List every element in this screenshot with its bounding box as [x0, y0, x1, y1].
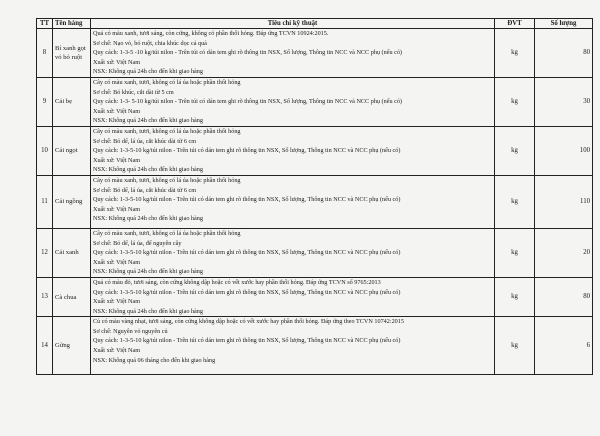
unit-cell: kg — [495, 175, 535, 228]
quantity-cell: 110 — [535, 175, 593, 228]
spec-line: Sơ chế: Bỏ dể, lá úa, cắt khúc dài từ 6 cm — [93, 137, 197, 145]
table-row — [37, 277, 593, 316]
spec-line: Xuất xứ: Việt Nam — [93, 107, 141, 115]
spec-line: Cây có màu xanh, tươi, không có lá úa hoặc phần thối hỏng — [93, 79, 241, 86]
row-number: 8 — [37, 29, 53, 78]
spec-line: Quả có màu đỏ, tươi sáng, còn cứng không dập hoặc có vết xước hay phần thối hỏng. Đáp ứng TCVN số 9765:2013 — [93, 278, 381, 286]
spec-line: Cây có màu xanh, tươi, không có lá úa hoặc phần thối hỏng — [93, 229, 241, 237]
unit-cell: kg — [495, 317, 535, 375]
spec-line: Quả có màu xanh, tươi sáng, còn cứng, không có phần thối hỏng. Đáp ứng TCVN 10924:2015. — [93, 30, 329, 37]
spec-line: Xuất xứ: Việt Nam — [93, 156, 141, 164]
item-name: Cải ngồng — [53, 175, 91, 228]
row-number: 10 — [37, 126, 53, 175]
quantity-cell: 20 — [535, 228, 593, 277]
spec-cell — [91, 29, 495, 78]
row-number: 13 — [37, 277, 53, 316]
header-name: Tên hàng — [53, 19, 91, 29]
row-number: 11 — [37, 175, 53, 228]
unit-cell: kg — [495, 126, 535, 175]
table-row — [37, 228, 593, 277]
table-row — [37, 29, 593, 78]
table-row — [37, 78, 593, 127]
row-number: 14 — [37, 317, 53, 375]
row-number: 12 — [37, 228, 53, 277]
spec-line: Cây có màu xanh, tươi, không có lá úa hoặc phần thối hỏng — [93, 127, 241, 135]
spec-cell — [91, 175, 495, 228]
item-name: Cải ngọt — [53, 126, 91, 175]
spec-cell — [91, 126, 495, 175]
spec-cell — [91, 78, 495, 127]
header-unit: ĐVT — [495, 19, 535, 29]
quantity-cell: 100 — [535, 126, 593, 175]
spec-line: Sơ chế: Bỏ dể, lá úa, cắt khúc dài từ 6 cm — [93, 186, 197, 194]
spec-line: Quy cách: 1-3-5-10 kg/túi nilon - Trên túi có dán tem ghi rõ thông tin NSX, Số lượng, Thông tin NCC và NCC phụ (nếu có) — [93, 147, 401, 155]
spec-line: Quy cách: 1-3-5 -10 kg/túi nilon - Trên túi có dán tem ghi rõ thông tin NSX, Số lượng, Thông tin NCC và NCC phụ (nếu có) — [93, 49, 402, 57]
spec-line: Xuất xứ: Việt Nam — [93, 347, 141, 355]
spec-line: Sơ chế: Nguyên vỏ nguyên củ — [93, 327, 168, 335]
spec-line: Quy cách: 1-3-5-10 kg/túi nilon - Trên túi có dán tem ghi rõ thông tin NSX, Số lượng, Thông tin NCC và NCC phụ (nếu có) — [93, 337, 401, 345]
spec-line: Xuất xứ: Việt Nam — [93, 258, 141, 266]
spec-line: NSX: Không quá 24h cho đến khi giao hàng — [93, 307, 203, 315]
spec-line: NSX: Không quá 24h cho đến khi giao hàng — [93, 117, 203, 125]
table-row — [37, 175, 593, 228]
spec-line: Củ có màu vàng nhạt, tươi sáng, còn cứng không dập hoặc có vết xước hay phần thối hỏng. Đáp ứng theo TCVN 10742:2015 — [93, 318, 404, 326]
spec-line: Cây có màu xanh, tươi, không có lá úa hoặc phần thối hỏng — [93, 176, 241, 184]
spec-line: Sơ chế: Nạo vỏ, bỏ ruột, chia khúc dọc cả quả — [93, 39, 207, 47]
table-row — [37, 317, 593, 375]
item-name: Gừng — [53, 317, 91, 375]
spec-line: NSX: Không quá 24h cho đến khi giao hàng — [93, 166, 203, 174]
row-number: 9 — [37, 78, 53, 127]
spec-line: NSX: Không quá 06 tháng cho đến khi giao hàng — [93, 356, 216, 364]
header-tt: TT — [37, 19, 53, 29]
quantity-cell: 80 — [535, 29, 593, 78]
table-row — [37, 126, 593, 175]
spec-cell — [91, 277, 495, 316]
spec-line: Xuất xứ: Việt Nam — [93, 58, 141, 66]
item-name: Cà chua — [53, 277, 91, 316]
spec-cell — [91, 228, 495, 277]
item-name: Bí xanh gọt vỏ bỏ ruột — [53, 29, 91, 78]
spec-line: Sơ chế: Bỏ dể, lá úa, để nguyên cây — [93, 239, 182, 247]
spec-line: NSX: Không quá 24h cho đến khi giao hàng — [93, 268, 203, 276]
spec-line: NSX: Không quá 24h cho đến khi giao hàng — [93, 215, 203, 223]
quantity-cell: 80 — [535, 277, 593, 316]
spec-line: Quy cách: 1-3-5-10 kg/túi nilon - Trên túi có dán tem ghi rõ thông tin NSX, Số lượng, Thông tin NCC và NCC phụ (nếu có) — [93, 249, 401, 257]
item-name: Cải bẹ — [53, 78, 91, 127]
unit-cell: kg — [495, 78, 535, 127]
spec-line: Sơ chế: Bỏ khúc, cắt dài từ 5 cm — [93, 88, 174, 96]
table-header-row — [37, 19, 593, 29]
item-name: Cải xanh — [53, 228, 91, 277]
spec-cell — [91, 317, 495, 375]
spec-line: Quy cách: 1-3-5-10 kg/túi nilon - Trên túi có dán tem ghi rõ thông tin NSX, Số lượng, Thông tin NCC và NCC phụ (nếu có) — [93, 196, 401, 204]
spec-line: Xuất xứ: Việt Nam — [93, 205, 141, 213]
spec-line: Xuất xứ: Việt Nam — [93, 298, 141, 306]
spec-line: Quy cách: 1-3-5-10 kg/túi nilon - Trên túi có dán tem ghi rõ thông tin NSX, Số lượng, Thông tin NCC và NCC phụ (nếu có) — [93, 288, 401, 296]
unit-cell: kg — [495, 228, 535, 277]
header-spec: Tiêu chí kỹ thuật — [91, 19, 495, 29]
unit-cell: kg — [495, 29, 535, 78]
quantity-cell: 30 — [535, 78, 593, 127]
unit-cell: kg — [495, 277, 535, 316]
quantity-cell: 6 — [535, 317, 593, 375]
spec-line: NSX: Không quá 24h cho đến khi giao hàng — [93, 68, 203, 76]
spec-line: Quy cách: 1-3- 5-10 kg/túi nilon - Trên túi có dán tem ghi rõ thông tin NSX, Số lượng, Thông tin NCC và NCC phụ (nếu có) — [93, 98, 402, 106]
header-qty: Số lượng — [535, 19, 593, 29]
spec-table — [36, 18, 593, 375]
